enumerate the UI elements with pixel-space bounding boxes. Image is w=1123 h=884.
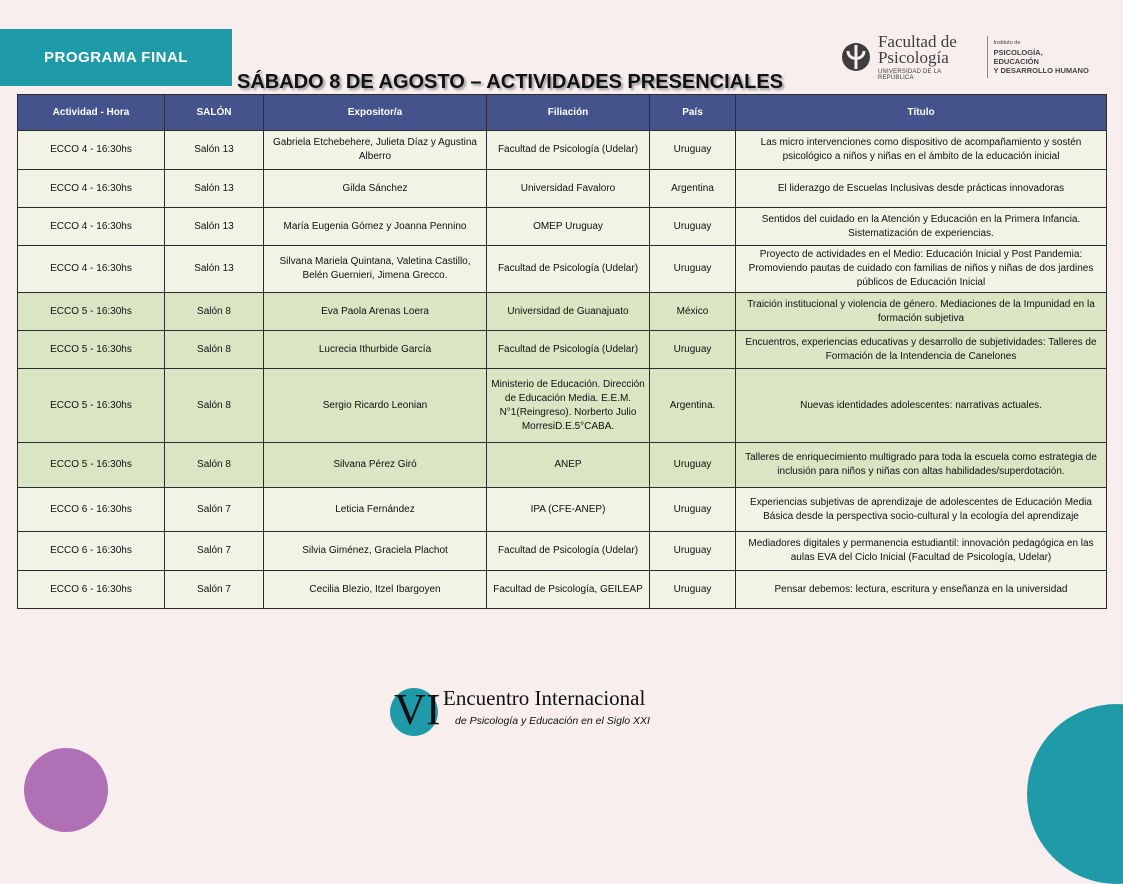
cell-country: Argentina bbox=[650, 170, 736, 208]
cell-room: Salón 13 bbox=[165, 246, 264, 293]
cell-room: Salón 8 bbox=[165, 443, 264, 488]
university-name: UNIVERSIDAD DE LA REPÚBLICA bbox=[877, 68, 942, 81]
table-row bbox=[18, 246, 1107, 293]
cell-activity: ECCO 6 - 16:30hs bbox=[18, 532, 165, 571]
cell-title: Traición institucional y violencia de género. Mediaciones de la Impunidad en la formación subjetiva bbox=[736, 293, 1107, 331]
cell-title: Sentidos del cuidado en la Atención y Educación en la Primera Infancia. Sistematización de experiencias. bbox=[736, 208, 1107, 246]
cell-affiliation: IPA (CFE-ANEP) bbox=[487, 488, 650, 532]
faculty-line1: Facultad de bbox=[877, 31, 957, 51]
cell-speaker: Cecilia Blezio, Itzel Ibargoyen bbox=[264, 571, 487, 609]
cell-speaker: Silvia Giménez, Graciela Plachot bbox=[264, 532, 487, 571]
cell-room: Salón 13 bbox=[165, 131, 264, 170]
cell-speaker: Lucrecia Ithurbide García bbox=[264, 331, 487, 369]
schedule-table bbox=[17, 94, 1107, 609]
cell-title: Experiencias subjetivas de aprendizaje de adolescentes de Educación Media Básica desde la perspectiva socio-cultural y la ecología del aprendizaje bbox=[736, 488, 1107, 532]
cell-title: El liderazgo de Escuelas Inclusivas desde prácticas innovadoras bbox=[736, 170, 1107, 208]
column-header-room: SALÓN bbox=[165, 95, 264, 131]
cell-activity: ECCO 4 - 16:30hs bbox=[18, 208, 165, 246]
cell-activity: ECCO 5 - 16:30hs bbox=[18, 331, 165, 369]
cell-affiliation: Universidad de Guanajuato bbox=[487, 293, 650, 331]
cell-title: Pensar debemos: lectura, escritura y enseñanza en la universidad bbox=[736, 571, 1107, 609]
column-header-activity: Actividad - Hora bbox=[18, 95, 165, 131]
program-banner bbox=[0, 29, 232, 86]
cell-speaker: Silvana Pérez Giró bbox=[264, 443, 487, 488]
cell-room: Salón 8 bbox=[165, 369, 264, 443]
cell-room: Salón 8 bbox=[165, 293, 264, 331]
cell-country: Uruguay bbox=[650, 331, 736, 369]
cell-country: Uruguay bbox=[650, 443, 736, 488]
table-row bbox=[18, 369, 1107, 443]
cell-affiliation: Facultad de Psicología (Udelar) bbox=[487, 331, 650, 369]
table-row bbox=[18, 331, 1107, 369]
faculty-name bbox=[877, 31, 979, 81]
cell-speaker: María Eugenia Gómez y Joanna Pennino bbox=[264, 208, 487, 246]
cell-room: Salón 13 bbox=[165, 208, 264, 246]
cell-title: Mediadores digitales y permanencia estudiantil: innovación pedagógica en las aulas EVA del Ciclo Inicial (Facultad de Psicología, Udelar) bbox=[736, 532, 1107, 571]
event-numeral: VI bbox=[394, 685, 441, 734]
cell-affiliation: Facultad de Psicología (Udelar) bbox=[487, 131, 650, 170]
event-subtitle: de Psicología y Educación en el Siglo XXI bbox=[455, 715, 650, 727]
cell-room: Salón 13 bbox=[165, 170, 264, 208]
column-header-country: País bbox=[650, 95, 736, 131]
cell-activity: ECCO 6 - 16:30hs bbox=[18, 571, 165, 609]
cell-activity: ECCO 5 - 16:30hs bbox=[18, 293, 165, 331]
cell-country: Uruguay bbox=[650, 208, 736, 246]
cell-room: Salón 7 bbox=[165, 532, 264, 571]
table-row bbox=[18, 293, 1107, 331]
table-row bbox=[18, 170, 1107, 208]
cell-activity: ECCO 4 - 16:30hs bbox=[18, 170, 165, 208]
cell-activity: ECCO 4 - 16:30hs bbox=[18, 131, 165, 170]
decorative-circle-purple bbox=[24, 748, 108, 832]
cell-title: Encuentros, experiencias educativas y desarrollo de subjetividades: Talleres de Formación de la Intendencia de Canelones bbox=[736, 331, 1107, 369]
table-header-row bbox=[18, 95, 1107, 131]
cell-speaker: Silvana Mariela Quintana, Valetina Castillo, Belén Guernieri, Jimena Grecco. bbox=[264, 246, 487, 293]
cell-country: Argentina. bbox=[650, 369, 736, 443]
table-row bbox=[18, 571, 1107, 609]
institute-small: Instituto de bbox=[993, 40, 1021, 46]
cell-title: Las micro intervenciones como dispositivo de acompañamiento y sostén psicológico a niños y niñas en el ámbito de la educación inicial bbox=[736, 131, 1107, 170]
cell-country: Uruguay bbox=[650, 571, 736, 609]
event-title: Encuentro Internacional bbox=[443, 686, 646, 710]
table-row bbox=[18, 443, 1107, 488]
institute-name bbox=[994, 39, 1091, 75]
cell-country: Uruguay bbox=[650, 488, 736, 532]
cell-affiliation: OMEP Uruguay bbox=[487, 208, 650, 246]
cell-speaker: Leticia Fernández bbox=[264, 488, 487, 532]
institute-line1: PSICOLOGÍA, EDUCACIÓN bbox=[993, 48, 1043, 66]
cell-affiliation: Facultad de Psicología (Udelar) bbox=[487, 532, 650, 571]
cell-affiliation: Universidad Favaloro bbox=[487, 170, 650, 208]
column-header-affiliation: Filiación bbox=[487, 95, 650, 131]
cell-speaker: Sergio Ricardo Leonian bbox=[264, 369, 487, 443]
cell-country: Uruguay bbox=[650, 131, 736, 170]
faculty-logo bbox=[840, 32, 1090, 82]
cell-title: Nuevas identidades adolescentes: narrativas actuales. bbox=[736, 369, 1107, 443]
table-row bbox=[18, 208, 1107, 246]
cell-country: México bbox=[650, 293, 736, 331]
cell-room: Salón 8 bbox=[165, 331, 264, 369]
faculty-line2: Psicología bbox=[877, 47, 949, 67]
cell-country: Uruguay bbox=[650, 246, 736, 293]
table-row bbox=[18, 488, 1107, 532]
cell-affiliation: Facultad de Psicología (Udelar) bbox=[487, 246, 650, 293]
cell-speaker: Gilda Sánchez bbox=[264, 170, 487, 208]
cell-speaker: Eva Paola Arenas Loera bbox=[264, 293, 487, 331]
column-header-speaker: Expositor/a bbox=[264, 95, 487, 131]
cell-affiliation: Facultad de Psicología, GEILEAP bbox=[487, 571, 650, 609]
cell-affiliation: Ministerio de Educación. Dirección de Educación Media. E.E.M. N°1(Reingreso). Norberto Julio MorresiD.E.5°CABA. bbox=[487, 369, 650, 443]
table-row bbox=[18, 532, 1107, 571]
event-logo bbox=[388, 686, 688, 738]
cell-room: Salón 7 bbox=[165, 488, 264, 532]
logo-divider bbox=[987, 36, 988, 78]
cell-room: Salón 7 bbox=[165, 571, 264, 609]
cell-speaker: Gabriela Etchebehere, Julieta Díaz y Agustina Alberro bbox=[264, 131, 487, 170]
table-row bbox=[18, 131, 1107, 170]
psychology-emblem-icon bbox=[840, 41, 872, 73]
cell-activity: ECCO 5 - 16:30hs bbox=[18, 369, 165, 443]
cell-title: Talleres de enriquecimiento multigrado para toda la escuela como estrategia de inclusión para niños y niñas con altas habilidades/superdotación. bbox=[736, 443, 1107, 488]
program-banner-label: PROGRAMA FINAL bbox=[44, 49, 188, 66]
cell-affiliation: ANEP bbox=[487, 443, 650, 488]
cell-activity: ECCO 4 - 16:30hs bbox=[18, 246, 165, 293]
cell-country: Uruguay bbox=[650, 532, 736, 571]
column-header-title: Título bbox=[736, 95, 1107, 131]
page-title: SÁBADO 8 DE AGOSTO – ACTIVIDADES PRESENCIALES bbox=[237, 71, 784, 93]
cell-title: Proyecto de actividades en el Medio: Educación Inicial y Post Pandemia: Promoviendo pautas de cuidado con familias de niños y niñas de dos jardines públicos de Educación Inicial bbox=[736, 246, 1107, 293]
cell-activity: ECCO 6 - 16:30hs bbox=[18, 488, 165, 532]
institute-line2: Y DESARROLLO HUMANO bbox=[993, 66, 1089, 75]
cell-activity: ECCO 5 - 16:30hs bbox=[18, 443, 165, 488]
decorative-circle-teal bbox=[1027, 704, 1123, 884]
